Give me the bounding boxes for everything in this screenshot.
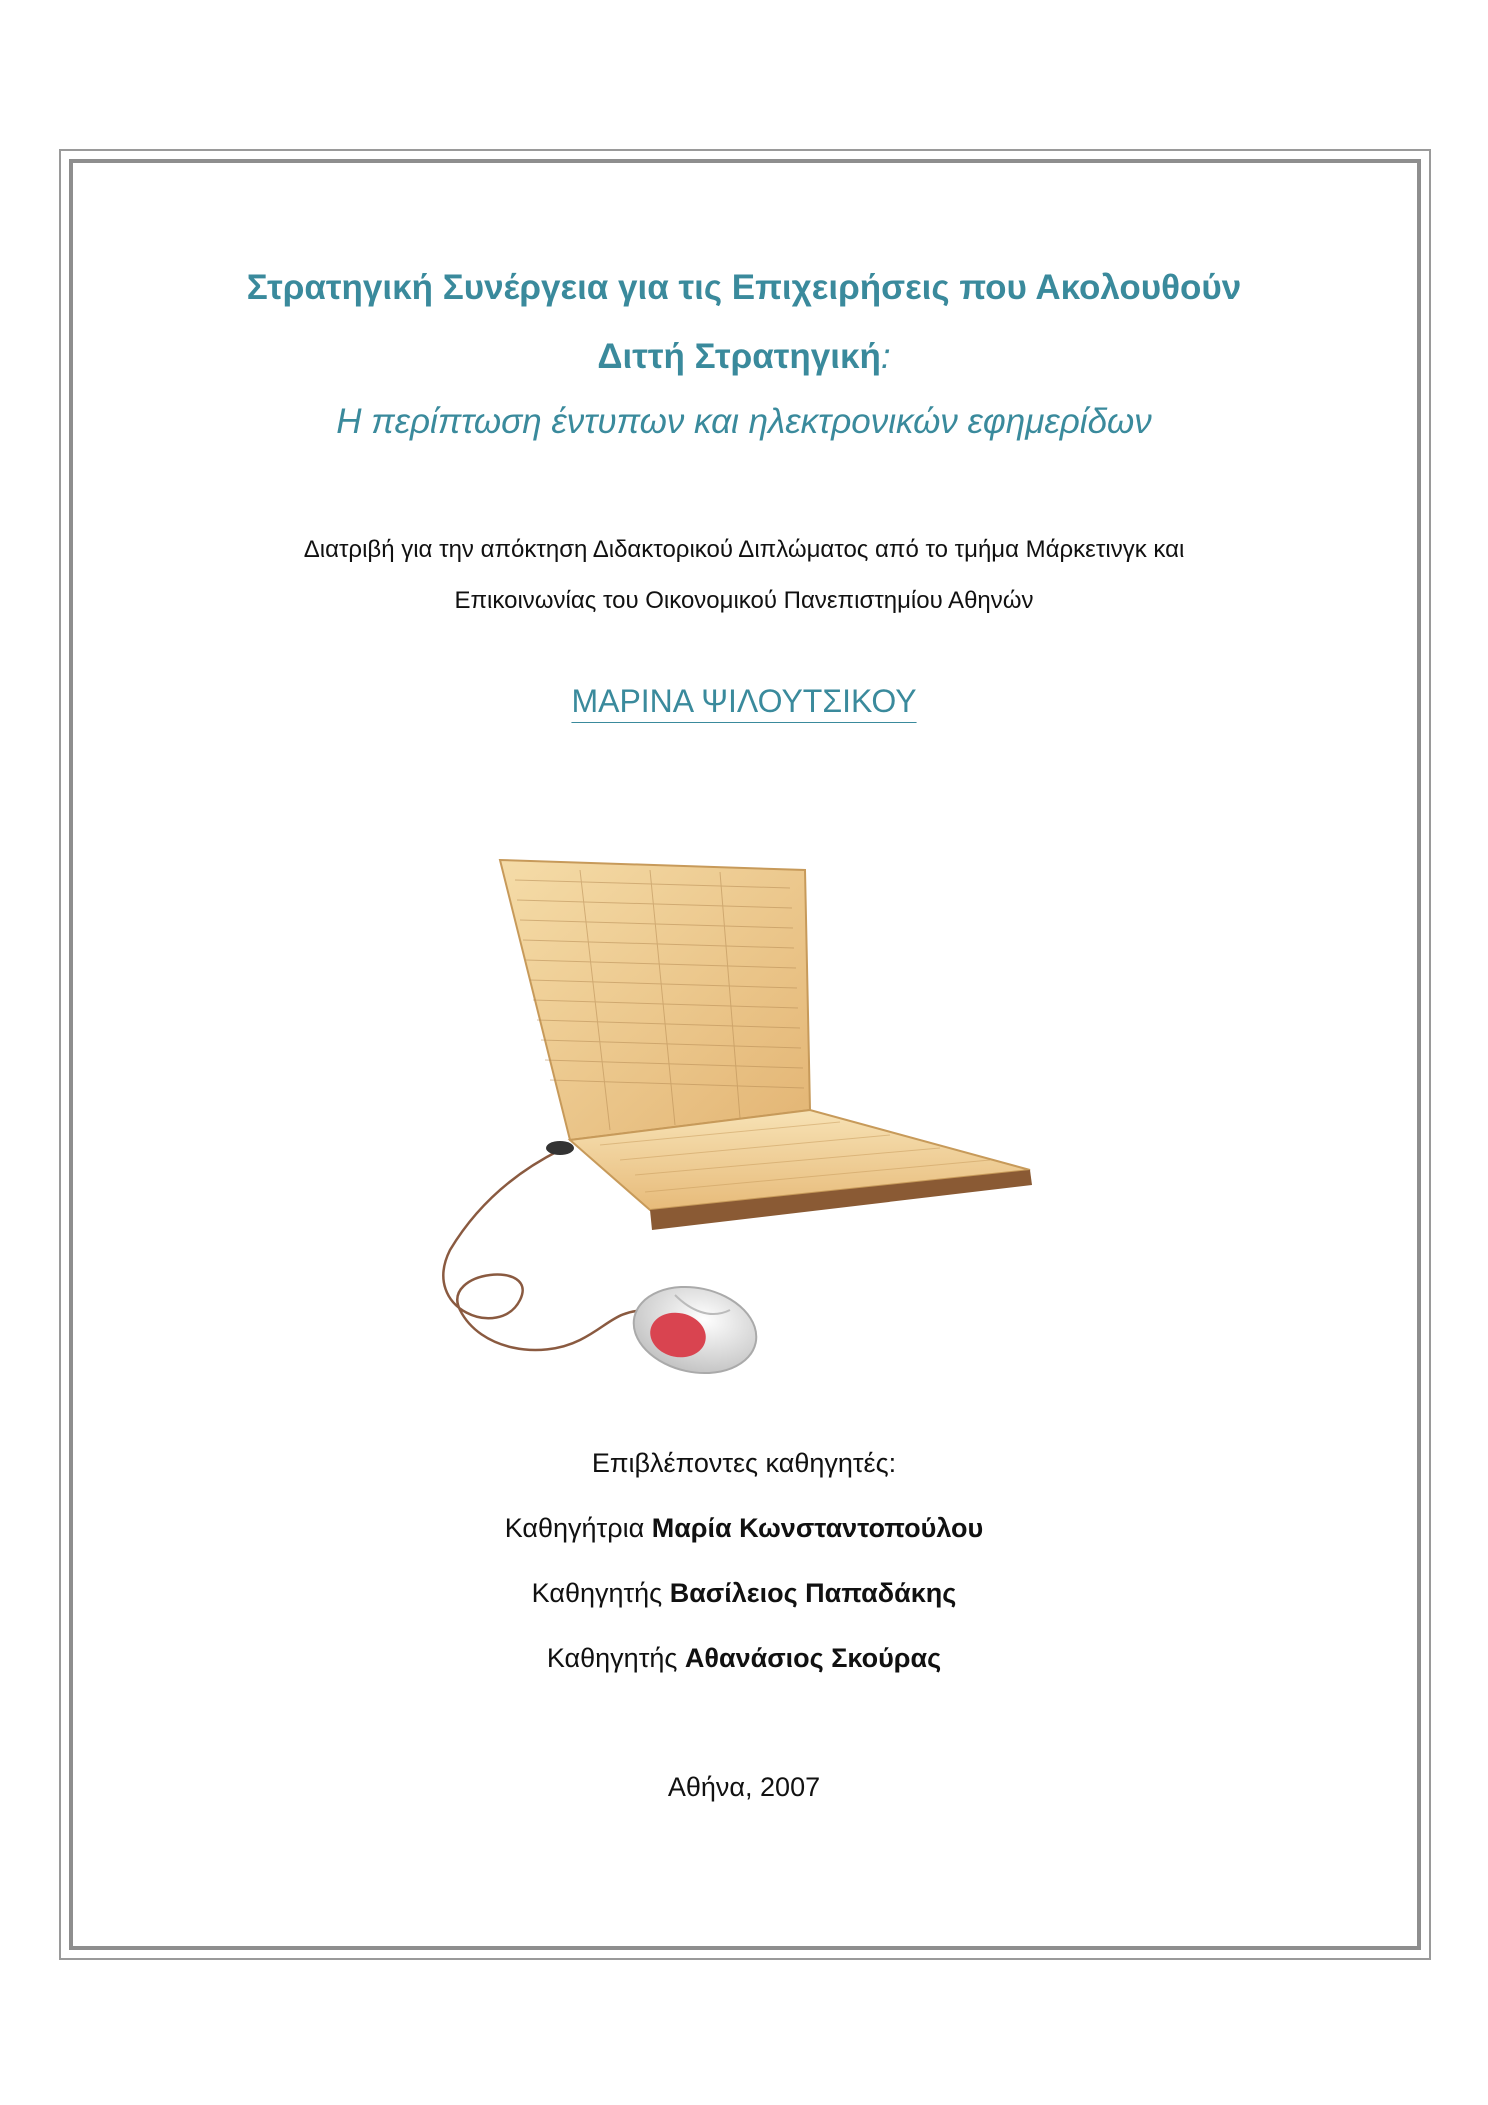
supervisor-1-role: Καθηγήτρια [504, 1513, 645, 1543]
newspaper-mouse-illustration [420, 840, 1080, 1400]
supervisor-3-role: Καθηγητής [546, 1643, 678, 1673]
title-colon: : [880, 337, 891, 376]
supervisor-2-role: Καθηγητής [531, 1578, 663, 1608]
title-line-1: Στρατηγική Συνέργεια για τις Επιχειρήσεις που Ακολουθούν [246, 268, 1242, 307]
supervisor-1-name: Μαρία Κωνσταντοπούλου [651, 1513, 984, 1543]
title-line-2-text: Διττή Στρατηγική [597, 337, 881, 376]
title-line-2 [0, 337, 1488, 377]
cable-plug [546, 1141, 574, 1155]
author-name-text: ΜΑΡΙΝΑ ΨΙΛΟΥΤΣΙΚΟΥ [571, 683, 917, 719]
supervisor-3 [0, 1643, 1488, 1674]
subtitle: Η περίπτωση έντυπων και ηλεκτρονικών εφημερίδων [336, 402, 1152, 441]
supervisor-2-name: Βασίλειος Παπαδάκης [669, 1578, 957, 1608]
supervisor-1 [0, 1513, 1488, 1544]
author-name [0, 683, 1488, 720]
supervisor-3-name: Αθανάσιος Σκούρας [684, 1643, 942, 1673]
supervisors-heading: Επιβλέποντες καθηγητές: [591, 1448, 897, 1478]
description-line-1: Διατριβή για την απόκτηση Διδακτορικού Διπλώματος από το τμήμα Μάρκετινγκ και [303, 536, 1185, 563]
description-line-2: Επικοινωνίας του Οικονομικού Πανεπιστημίου Αθηνών [454, 587, 1034, 614]
place-date: Αθήνα, 2007 [667, 1772, 821, 1802]
supervisor-2 [0, 1578, 1488, 1609]
